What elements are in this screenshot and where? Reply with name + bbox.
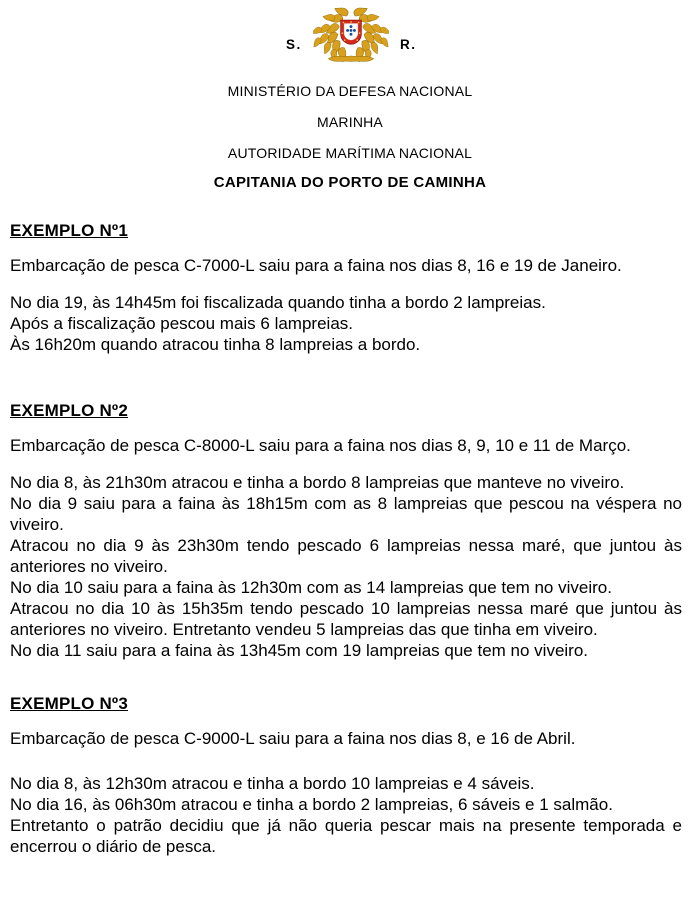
body-line: Entretanto o patrão decidiu que já não queria pescar mais na presente temporada e encerrou o diário de pesca. xyxy=(10,816,682,856)
header-line-captaincy: CAPITANIA DO PORTO DE CAMINHA xyxy=(213,174,487,191)
body-line: No dia 9 saiu para a faina às 18h15m com as 8 lampreias que pescou na véspera no viveiro. xyxy=(10,494,682,534)
portugal-coat-of-arms-icon xyxy=(313,4,389,72)
document-body xyxy=(0,220,700,857)
body-line: Às 16h20m quando atracou tinha 8 lampreias a bordo. xyxy=(10,335,421,354)
body-line: No dia 19, às 14h45m foi fiscalizada quando tinha a bordo 2 lampreias. xyxy=(10,293,546,312)
section-heading: EXEMPLO Nº2 xyxy=(10,401,128,420)
section-heading: EXEMPLO Nº1 xyxy=(10,221,128,240)
header-line-navy: MARINHA xyxy=(317,114,383,130)
body-line: Após a fiscalização pescou mais 6 lampreias. xyxy=(10,314,353,333)
body-line: No dia 8, às 12h30m atracou e tinha a bordo 10 lampreias e 4 sáveis. xyxy=(10,774,535,793)
section-paragraph xyxy=(10,292,682,355)
section-exemplo-1 xyxy=(10,220,682,355)
header-line-authority: AUTORIDADE MARÍTIMA NACIONAL xyxy=(227,145,473,161)
body-line: Atracou no dia 10 às 15h35m tendo pescado 10 lampreias nessa maré que juntou às anteriores no viveiro. Entretanto vendeu 5 lampreias das que tinha em viveiro. xyxy=(10,599,682,639)
emblem-row xyxy=(0,0,700,75)
body-line: Atracou no dia 9 às 23h30m tendo pescado 6 lampreias nessa maré, que juntou às anteriores no viveiro. xyxy=(10,536,682,576)
body-line: No dia 16, às 06h30m atracou e tinha a bordo 2 lampreias, 6 sáveis e 1 salmão. xyxy=(10,795,613,814)
section-paragraph xyxy=(10,773,682,857)
section-exemplo-3 xyxy=(10,693,682,857)
header-line-ministry: MINISTÉRIO DA DEFESA NACIONAL xyxy=(227,83,473,99)
section-heading: EXEMPLO Nº3 xyxy=(10,694,128,713)
body-line: No dia 8, às 21h30m atracou e tinha a bordo 8 lampreias que manteve no viveiro. xyxy=(10,473,625,492)
left-initial: S. xyxy=(286,37,302,52)
section-intro: Embarcação de pesca C-9000-L saiu para a faina nos dias 8, e 16 de Abril. xyxy=(10,729,576,748)
section-paragraph xyxy=(10,472,682,661)
body-line: No dia 10 saiu para a faina às 12h30m com as 14 lampreias que tem no viveiro. xyxy=(10,578,612,597)
section-intro: Embarcação de pesca C-7000-L saiu para a faina nos dias 8, 16 e 19 de Janeiro. xyxy=(10,256,622,275)
section-exemplo-2 xyxy=(10,400,682,661)
body-line: No dia 11 saiu para a faina às 13h45m com 19 lampreias que tem no viveiro. xyxy=(10,641,589,660)
right-initial: R. xyxy=(400,37,417,52)
section-intro: Embarcação de pesca C-8000-L saiu para a faina nos dias 8, 9, 10 e 11 de Março. xyxy=(10,436,631,455)
letterhead xyxy=(0,0,700,191)
